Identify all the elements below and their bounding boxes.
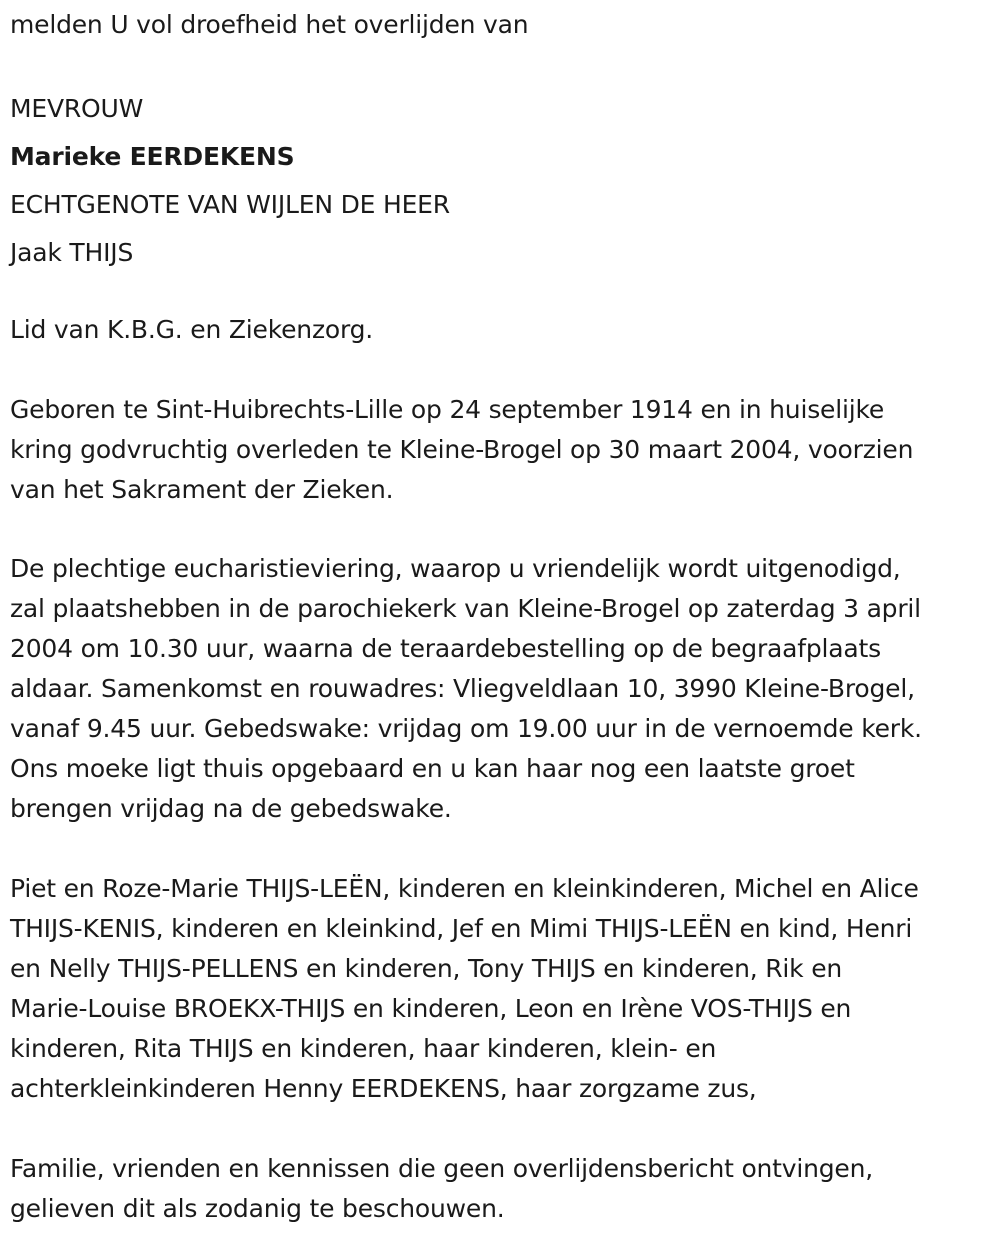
paragraph-line: zal plaatshebben in de parochiekerk van Kleine-Brogel op zaterdag 3 april: [10, 594, 921, 623]
service-paragraph: [10, 549, 922, 829]
deceased-heading: [10, 85, 450, 277]
paragraph-line: vanaf 9.45 uur. Gebedswake: vrijdag om 19.00 uur in de vernoemde kerk.: [10, 714, 922, 743]
salutation: MEVROUW: [10, 94, 144, 123]
closing-paragraph: [10, 1149, 873, 1229]
paragraph-line: van het Sakrament der Zieken.: [10, 475, 394, 504]
paragraph-line: Geboren te Sint-Huibrechts-Lille op 24 september 1914 en in huiselijke: [10, 395, 885, 424]
birth-death-paragraph: [10, 390, 913, 510]
family-paragraph: [10, 869, 919, 1109]
paragraph-line: kring godvruchtig overleden te Kleine-Brogel op 30 maart 2004, voorzien: [10, 435, 914, 464]
spouse-name: Jaak THIJS: [10, 238, 134, 267]
intro-text: melden U vol droefheid het overlijden van: [10, 10, 529, 39]
paragraph-line: gelieven dit als zodanig te beschouwen.: [10, 1194, 505, 1223]
paragraph-line: THIJS-KENIS, kinderen en kleinkind, Jef en Mimi THIJS-LEËN en kind, Henri: [10, 914, 913, 943]
paragraph-line: De plechtige eucharistieviering, waarop u vriendelijk wordt uitgenodigd,: [10, 554, 901, 583]
paragraph-line: Familie, vrienden en kennissen die geen overlijdensbericht ontvingen,: [10, 1154, 874, 1183]
paragraph-line: Marie-Louise BROEKX-THIJS en kinderen, Leon en Irène VOS-THIJS en: [10, 994, 852, 1023]
relation-text: ECHTGENOTE VAN WIJLEN DE HEER: [10, 190, 450, 219]
paragraph-line: Piet en Roze-Marie THIJS-LEËN, kinderen en kleinkinderen, Michel en Alice: [10, 874, 919, 903]
membership-text: Lid van K.B.G. en Ziekenzorg.: [10, 315, 374, 344]
paragraph-line: achterkleinkinderen Henny EERDEKENS, haar zorgzame zus,: [10, 1074, 757, 1103]
deceased-name: Marieke EERDEKENS: [10, 142, 295, 171]
paragraph-line: Ons moeke ligt thuis opgebaard en u kan haar nog een laatste groet: [10, 754, 855, 783]
paragraph-line: aldaar. Samenkomst en rouwadres: Vliegveldlaan 10, 3990 Kleine-Brogel,: [10, 674, 915, 703]
paragraph-line: kinderen, Rita THIJS en kinderen, haar kinderen, klein- en: [10, 1034, 717, 1063]
paragraph-line: 2004 om 10.30 uur, waarna de teraardebestelling op de begraafplaats: [10, 634, 881, 663]
paragraph-line: brengen vrijdag na de gebedswake.: [10, 794, 452, 823]
membership-paragraph: [10, 310, 373, 350]
paragraph-line: en Nelly THIJS-PELLENS en kinderen, Tony THIJS en kinderen, Rik en: [10, 954, 843, 983]
